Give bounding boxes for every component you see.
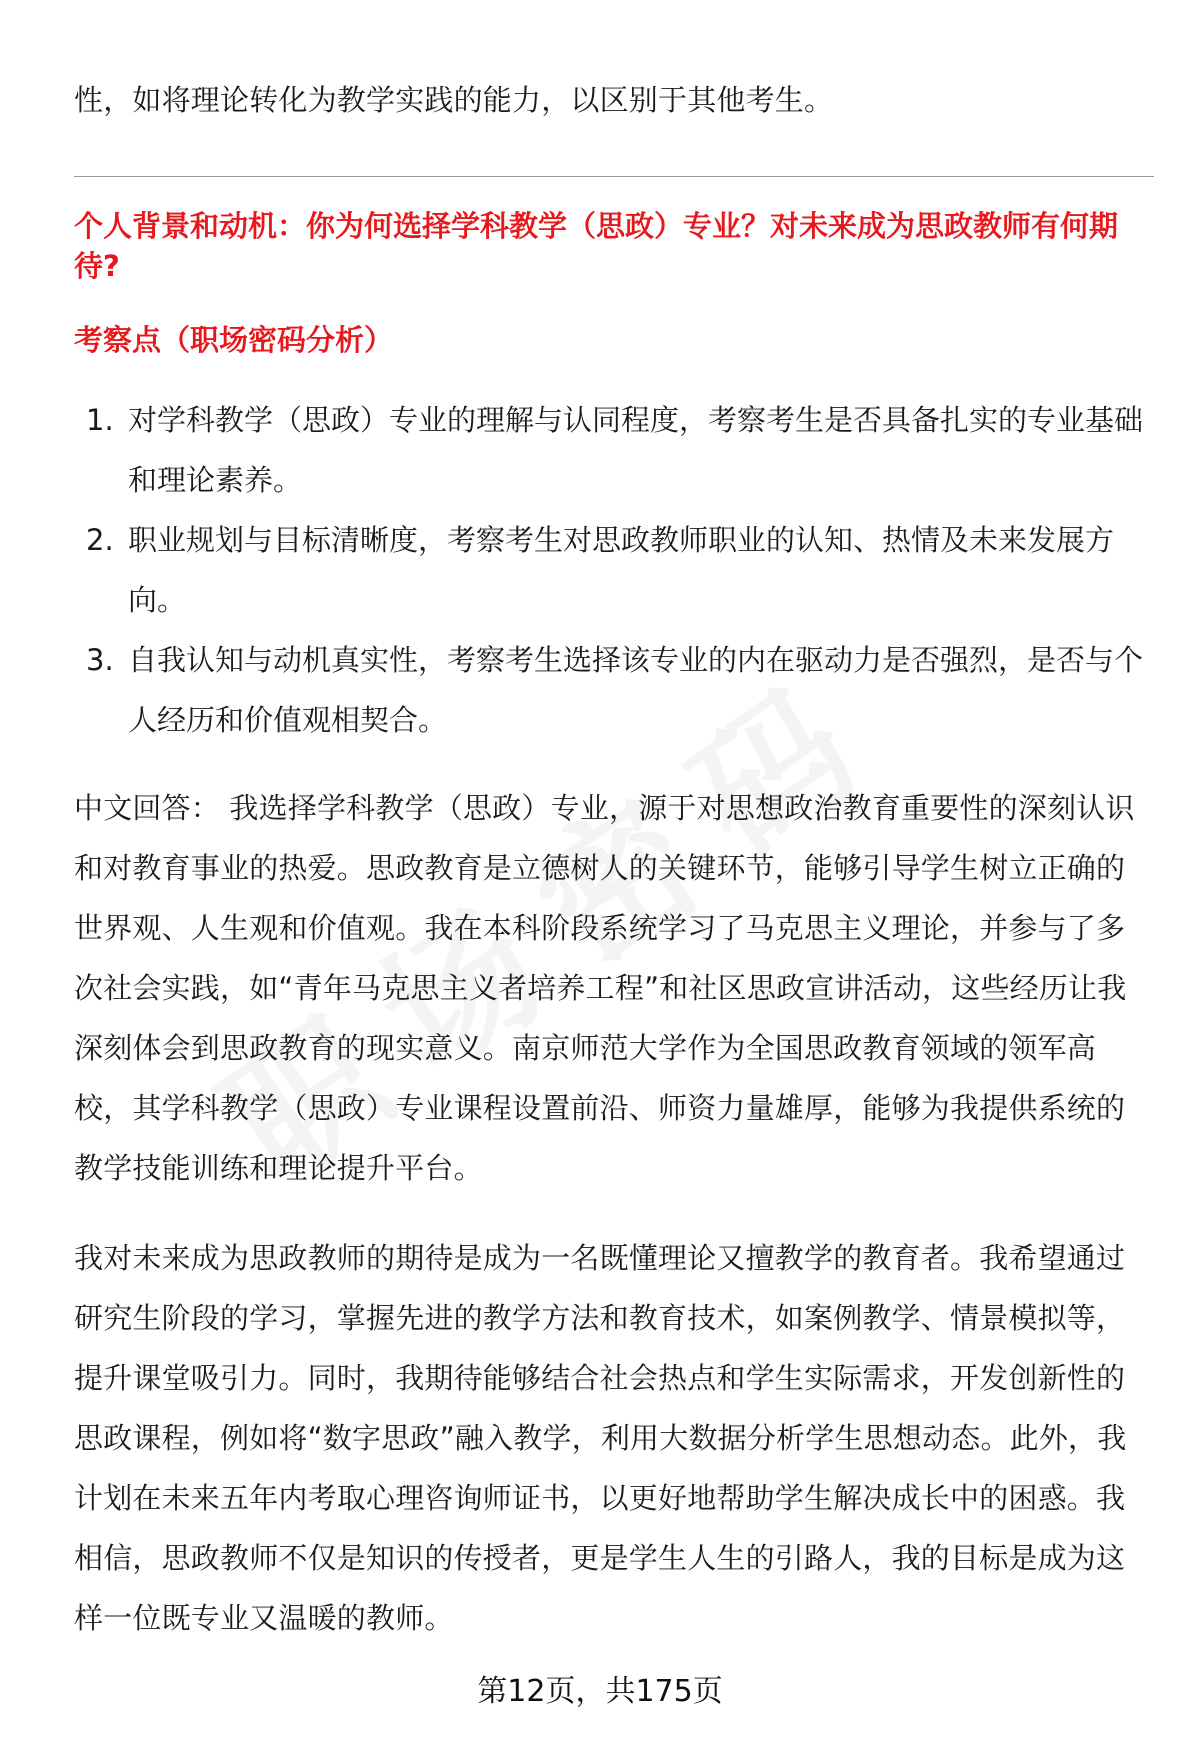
list-text: 自我认知与动机真实性，考察考生选择该专业的内在驱动力是否强烈，是否与个人经历和价值观相契合。 xyxy=(128,643,1144,737)
list-number: 2. xyxy=(86,523,114,557)
continuation-paragraph: 性，如将理论转化为教学实践的能力，以区别于其他考生。 xyxy=(74,83,834,117)
section-divider xyxy=(74,176,1154,177)
question-heading: 个人背景和动机：你为何选择学科教学（思政）专业？对未来成为思政教师有何期待? xyxy=(74,209,1119,283)
answer-paragraph-2: 我对未来成为思政教师的期待是成为一名既懂理论又擅教学的教育者。我希望通过研究生阶段的学习，掌握先进的教学方法和教育技术，如案例教学、情景模拟等，提升课堂吸引力。同时，我期待能够结合社会热点和学生实际需求，开发创新性的思政课程，例如将“数字思政”融入教学，利用大数据分析学生思想动态。此外，我计划在未来五年内考取心理咨询师证书，以更好地帮助学生解决成长中的困惑。我相信，思政教师不仅是知识的传授者，更是学生人生的引路人，我的目标是成为这样一位既专业又温暖的教师。 xyxy=(74,1241,1127,1635)
answer-paragraph-1: 中文回答： 我选择学科教学（思政）专业，源于对思想政治教育重要性的深刻认识和对教育事业的热爱。思政教育是立德树人的关键环节，能够引导学生树立正确的世界观、人生观和价值观。我在本科阶段系统学习了马克思主义理论，并参与了多次社会实践，如“青年马克思主义者培养工程”和社区思政宣讲活动，这些经历让我深刻体会到思政教育的现实意义。南京师范大学作为全国思政教育领域的领军高校，其学科教学（思政）专业课程设置前沿、师资力量雄厚，能够为我提供系统的教学技能训练和理论提升平台。 xyxy=(74,791,1135,1185)
analysis-points-list xyxy=(74,390,1154,750)
list-item xyxy=(74,510,1154,630)
list-number: 3. xyxy=(86,643,114,677)
list-text: 职业规划与目标清晰度，考察考生对思政教师职业的认知、热情及未来发展方向。 xyxy=(128,523,1115,617)
analysis-heading: 考察点（职场密码分析） xyxy=(74,323,394,357)
list-item xyxy=(74,630,1154,750)
page-number-footer: 第12页，共175页 xyxy=(477,1674,723,1709)
list-text: 对学科教学（思政）专业的理解与认同程度，考察考生是否具备扎实的专业基础和理论素养。 xyxy=(128,403,1144,497)
list-number: 1. xyxy=(86,403,114,437)
list-item xyxy=(74,390,1154,510)
